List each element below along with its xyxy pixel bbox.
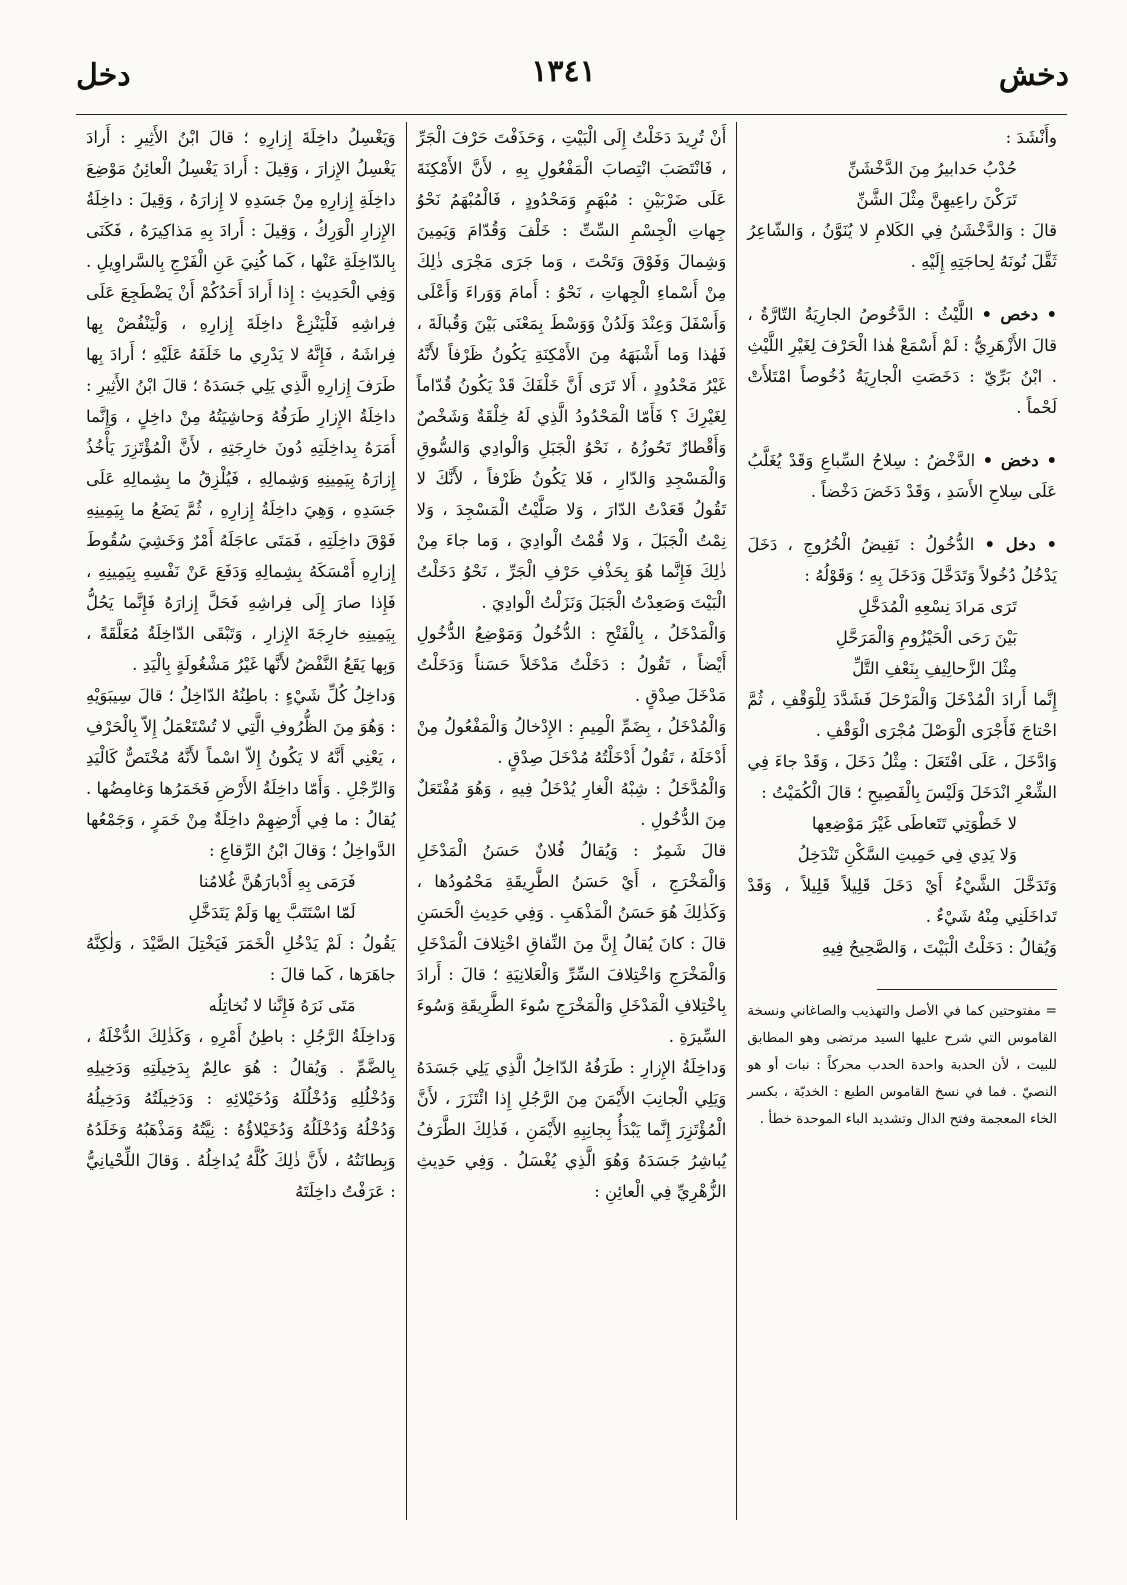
verse-line bbox=[747, 153, 1057, 184]
paragraph bbox=[747, 684, 1057, 746]
left-column bbox=[76, 122, 406, 1520]
paragraph bbox=[747, 870, 1057, 932]
entry-text: قالَ : وَالدَّخْشَنُ فِي الكَلامِ لا يُنَوَّنُ ، وَالشّاعِرُ ثَقَّلَ نُونَهُ لِحاجَتِهِ إِلَيْهِ . bbox=[747, 221, 1057, 271]
paragraph bbox=[747, 932, 1057, 963]
entry-text: فَرَمَى بِهِ أَدْبارَهُنَّ غُلامُنا bbox=[198, 872, 356, 891]
entry-spacer bbox=[747, 423, 1057, 445]
verse-line bbox=[747, 184, 1057, 215]
entry-text: وَيُقالُ : دَخَلْتُ الْبَيْتَ ، وَالصَّحِيحُ فِيهِ bbox=[821, 938, 1057, 957]
verse-line bbox=[747, 622, 1057, 653]
verse-line bbox=[747, 808, 1057, 839]
entry-text: وَتَدَخَّلَ الشَّيْءُ أَيْ دَخَلَ قَلِيلاً قَلِيلاً ، وَقَدْ تَداخَلَنِي مِنْهُ شَيْءٌ . bbox=[747, 876, 1057, 926]
footnote: = مفتوحتين كما في الأصل والتهذيب والصاغاني ونسخة القاموس التي شرح عليها السيد مرتضى وهو المطابق للبيت ، لأن الحدبة واحدة الحدب محركاً : نبات أو هو النصيّ . فما في نسخ القاموس الطبع : الخدبّة ، بكسر الخاء المعجمة وفتح الدال وتشديد الباء الموحدة خطأ . bbox=[747, 1003, 1057, 1127]
entry-text: وَداخِلَةُ الإِزارِ : طَرَفُهُ الدّاخِلُ الَّذِي يَلِي جَسَدَهُ وَيَلِي الْجانِبَ الأَيْمَنَ مِنَ الرَّجُلِ إِذا ائْتَزَرَ ، لأَنَّ الْمُؤْتَزِرَ إِنَّما يَبْدَأُ بِجانِبِهِ الأَيْمَنِ ، فَذٰلِكَ الطَّرَفُ يُباشِرُ جَسَدَهُ وَهُوَ الَّذِي يُغْسَلُ . وَفِي حَدِيثِ الزُّهْرِيِّ فِي الْعائِنِ : bbox=[416, 1058, 727, 1201]
paragraph bbox=[747, 122, 1057, 153]
entry-text: وَادَّخَلَ ، عَلَى افْتَعَلَ : مِثْلُ دَخَلَ ، وَقَدْ جاءَ فِي الشِّعْرِ انْدَخَلَ وَلَيْسَ بِالْفَصِيحِ ؛ قالَ الْكُمَيْتُ : bbox=[747, 752, 1057, 802]
entry-text: وأَنْشَدَ : bbox=[1005, 128, 1057, 147]
paragraph bbox=[86, 122, 396, 680]
paragraph bbox=[417, 122, 727, 618]
entry-headword: • دخص • bbox=[981, 305, 1058, 324]
verse-line bbox=[747, 839, 1057, 870]
entry-text: وَلا يَدِي فِي حَمِيتِ السَّكْنِ تَنْدَخِلُ bbox=[797, 845, 1017, 864]
paragraph bbox=[747, 529, 1057, 591]
paragraph bbox=[747, 299, 1057, 423]
entry-text: وَالْمَدْخَلُ ، بِالْفَتْحِ : الدُّخُولُ وَمَوْضِعُ الدُّخُولِ أَيْضاً ، تَقُولُ : دَخَلْتُ مَدْخَلاً حَسَناً وَدَخَلْتُ مَدْخَلَ صِدْقٍ . bbox=[416, 624, 727, 705]
right-column bbox=[737, 122, 1067, 1520]
entry-text: لا خَطْوَتِي تَتَعاطَى غَيْرَ مَوْضِعِها bbox=[811, 814, 1017, 833]
entry-spacer bbox=[747, 507, 1057, 529]
entry-text: حُدْبُ حَدابيرُ مِنَ الدَّخْشَنِّ bbox=[847, 159, 1017, 178]
footnote-divider bbox=[877, 989, 1057, 990]
entry-text: لَمّا اسْتَتَبَّ بِها وَلَمْ يَتَدَخَّلِ bbox=[188, 903, 356, 922]
paragraph bbox=[417, 835, 727, 1052]
paragraph bbox=[86, 1021, 396, 1207]
entry-text: تَرَكْنَ راعِيهِنَّ مِثْلَ الشَّنِّ bbox=[856, 190, 1017, 209]
middle-column bbox=[406, 122, 738, 1520]
entry-text: الدُّخُولُ : نَقِيضُ الْخُرُوجِ ، دَخَلَ يَدْخُلُ دُخُولاً وَتَدَخَّلَ وَدَخَلَ بِهِ ؛ وَقَوْلُهُ : bbox=[747, 535, 1057, 585]
verse-line bbox=[747, 591, 1057, 622]
entry-text: الدَّخْضُ : سِلاحُ السِّباعِ وَقَدْ يُغَلَّبُ عَلَى سِلاحِ الأَسَدِ ، وَقَدْ دَخَضَ دَخْضاً . bbox=[747, 451, 1057, 501]
entry-text: إِنَّما أَرادَ الْمُدْخَلَ وَالْمَرْحَلَ فَشَدَّدَ لِلْوَقْفِ ، ثُمَّ احْتاجَ فَأَجْرَى الْوَصْلَ مُجْرَى الْوَقْفِ . bbox=[747, 690, 1057, 740]
paragraph bbox=[417, 618, 727, 711]
entry-text: وَداخِلَةُ الرَّجُلِ : باطِنُ أَمْرِهِ ، وَكَذٰلِكَ الدُّخْلَةُ ، بِالضَّمِّ . وَيُقالُ : هُوَ عالِمٌ بِدَخِيلَتِهِ وَدَخِيلِهِ وَدُخْلُلِهِ وَدُخْلُلَهُ وَدُخَيْلائِهِ : وَدَخِيلَتُهُ وَدَخِيلُهُ وَدُخْلُهُ وَدُخْلَلُهُ وَدُخَيْلاؤُهُ : نِيَّتُهُ وَمَذْهَبُهُ وَخَلَدُهُ وَبِطانَتُهُ ، لأَنَّ ذٰلِكَ كُلَّهُ يُداخِلُهُ . وَقالَ اللِّحْيانِيُّ : عَرَفْتُ داخِلَتَهُ bbox=[85, 1027, 396, 1201]
entry-text: تَرَى مَرادَ نِسْعِهِ الْمُدَخَّلِ bbox=[858, 597, 1017, 616]
text-columns bbox=[76, 122, 1067, 1520]
paragraph bbox=[747, 746, 1057, 808]
header-divider bbox=[76, 114, 1067, 115]
entry-headword: • دخض • bbox=[982, 451, 1057, 470]
paragraph bbox=[747, 445, 1057, 507]
paragraph bbox=[417, 773, 727, 835]
entry-text: وَالْمُدَّخَلُ : شِبْهُ الْغارِ يُدْخَلُ فِيهِ ، وَهُوَ مُفْتَعَلٌ مِنَ الدُّخُولِ . bbox=[416, 779, 727, 829]
verse-line bbox=[86, 866, 396, 897]
verse-line bbox=[86, 990, 396, 1021]
verse-line bbox=[86, 897, 396, 928]
entry-text: اللَّيْثُ : الدَّخُوصُ الجارِيَةُ التّارَّةُ ، قالَ الأَزْهَرِيُّ : لَمْ أَسْمَعْ هٰذا الْحَرْفَ لِغَيْرِ اللَّيْثِ . ابْنُ بَرِّيّ : دَخَصَتِ الْجارِيَةُ دُخُوصاً امْتَلأَتْ لَحْماً . bbox=[747, 305, 1057, 417]
entry-text: وَيَغْسِلُ داخِلَةَ إِزارِهِ ؛ قالَ ابْنُ الأَثِيرِ : أَرادَ يَغْسِلُ الإِزارَ ، وَقِيلَ : أَرادَ يَغْسِلُ الْعائِنُ مَوْضِعَ داخِلَةِ إِزارِهِ مِنْ جَسَدِهِ لا إِزارَهُ ، وَقِيلَ : داخِلَةُ الإِزارِ الْوَرِكُ ، وَقِيلَ : أَرادَ بِهِ مَذاكِيرَهُ ، فَكَنَى بِالدّاخِلَةِ عَنْها ، كَما كُنِيَ عَنِ الْفَرْجِ بِالسَّراوِيلِ . وَفِي الْحَدِيثِ : إِذا أَرادَ أَحَدُكُمْ أَنْ يَضْطَجِعَ عَلَى فِراشِهِ فَلْيَنْزِعْ داخِلَةَ إِزارِهِ ، وَلْيَنْفُضْ بِها فِراشَهُ ، فَإِنَّهُ لا يَدْرِي ما خَلَفَهُ عَلَيْهِ ؛ أَرادَ بِها طَرَفَ إِزارِهِ الَّذِي يَلِي جَسَدَهُ ؛ قالَ ابْنُ الأَثِيرِ : داخِلَةُ الإِزارِ طَرَفُهُ وَحاشِيَتُهُ مِنْ داخِلٍ ، وَإِنَّما أَمَرَهُ بِداخِلَتِهِ دُونَ خارِجَتِهِ ، لأَنَّ الْمُؤْتَزِرَ يَأْخُذُ إِزارَهُ بِيَمِينِهِ وَشِمالِهِ ، فَيُلْزِقُ ما بِشِمالِهِ عَلَى جَسَدِهِ ، وَهِيَ داخِلَةُ إِزارِهِ ، ثُمَّ يَضَعُ ما بِيَمِينِهِ فَوْقَ داخِلَتِهِ ، فَمَتَى عاجَلَهُ أَمْرٌ وَخَشِيَ سُقُوطَ إِزارِهِ أَمْسَكَهُ بِشِمالِهِ وَدَفَعَ عَنْ نَفْسِهِ بِيَمِينِهِ ، فَإِذا صارَ إِلَى فِراشِهِ فَحَلَّ إِزارَهُ فَإِنَّما يَحُلُّ بِيَمِينِهِ خارِجَةَ الإِزارِ ، وَتَبْقَى الدّاخِلَةُ مُعَلَّقَةً ، وَبِها يَقَعُ النَّفْضُ لأَنَّها غَيْرُ مَشْغُولَةٍ بِالْيَدِ . bbox=[85, 128, 396, 674]
entry-text: قالَ شَمِرٌ : وَيُقالُ فُلانٌ حَسَنُ الْمَدْخَلِ وَالْمَخْرَجِ ، أَيْ حَسَنُ الطَّرِيقَةِ مَحْمُودُها ، وَكَذٰلِكَ هُوَ حَسَنُ الْمَذْهَبِ . وَفِي حَدِيثِ الْحَسَنِ قالَ : كانَ يُقالُ إِنَّ مِنَ النِّفاقِ اخْتِلافَ الْمَدْخَلِ وَالْمَخْرَجِ وَاخْتِلافَ السِّرِّ وَالْعَلانِيَةِ ؛ قالَ : أَرادَ بِاخْتِلافِ الْمَدْخَلِ وَالْمَخْرَجِ سُوءَ الطَّرِيقَةِ وَسُوءَ السِّيرَةِ . bbox=[416, 841, 727, 1046]
entry-text: مَتَى نَرَهُ فَإِنَّنا لا نُخاتِلُه bbox=[208, 996, 356, 1015]
entry-text: وَالْمُدْخَلُ ، بِضَمِّ الْمِيمِ : الإِدْخالُ وَالْمَفْعُولُ مِنْ أَدْخَلَهُ ، تَقُولُ أَدْخَلْتُهُ مُدْخَلَ صِدْقٍ . bbox=[416, 717, 727, 767]
entry-text: وَداخِلُ كُلِّ شَيْءٍ : باطِنُهُ الدّاخِلُ ؛ قالَ سِيبَوَيْهِ : وَهُوَ مِنَ الظُّرُوفِ الَّتِي لا تُسْتَعْمَلُ إِلاّ بِالْحَرْفِ ، يَعْنِي أَنَّهُ لا يَكُونُ إِلاّ اسْماً لأَنَّهُ مُخْتَصٌّ كَالْيَدِ وَالرِّجْلِ . وَأَمّا داخِلَةُ الأَرْضِ فَخَمَرُها وَغامِضُها . يُقالُ : ما فِي أَرْضِهِمْ داخِلَةٌ مِنْ خَمَرٍ ، وَجَمْعُها الدَّواخِلُ ؛ وَقالَ ابْنُ الرِّقاعِ : bbox=[85, 686, 396, 860]
paragraph bbox=[86, 680, 396, 866]
entry-spacer bbox=[747, 277, 1057, 299]
page-header bbox=[40, 40, 1087, 110]
dictionary-page bbox=[40, 40, 1087, 1540]
entry-headword: • دخل • bbox=[984, 535, 1057, 554]
header-left-word: دخل bbox=[76, 58, 131, 93]
paragraph bbox=[417, 1052, 727, 1207]
page-number: ١٣٤١ bbox=[531, 54, 596, 89]
entry-text: مِثْلَ الزَّحالِيفِ بِنَعْفِ التَّلِّ bbox=[852, 659, 1017, 678]
header-right-word: دخش bbox=[998, 58, 1069, 93]
entry-text: يَقُولُ : لَمْ يَدْخُلِ الْخَمَرَ فَيَخْتِلَ الصَّيْدَ ، وَلٰكِنَّهُ جاهَرَها ، كَما قالَ : bbox=[85, 934, 396, 984]
entry-text: أَنْ تُرِيدَ دَخَلْتُ إِلَى الْبَيْتِ ، وَحَذَفْتَ حَرْفَ الْجَرِّ ، فَانْتَصَبَ انْتِصابَ الْمَفْعُولِ بِهِ ، لأَنَّ الأَمْكِنَةَ عَلَى ضَرْبَيْنِ : مُبْهَمٍ وَمَحْدُودٍ ، فَالْمُبْهَمُ نَحْوُ جِهاتِ الْجِسْمِ السِّتِّ : خَلْفَ وَقُدّامَ وَيَمِينَ وَشِمالَ وَفَوْقَ وَتَحْتَ ، وَما جَرَى مَجْرَى ذٰلِكَ مِنْ أَسْماءِ الْجِهاتِ ، نَحْوُ : أَمامَ وَوَراءَ وَأَعْلَى وَأَسْفَلَ وَعِنْدَ وَلَدُنْ وَوَسْطَ بِمَعْنَى بَيْنَ وَقُبالَةَ ، فَهٰذا وَما أَشْبَهَهُ مِنَ الأَمْكِنَةِ يَكُونُ ظَرْفاً لأَنَّهُ غَيْرُ مَحْدُودٍ ، أَلا تَرَى أَنَّ خَلْفَكَ قَدْ يَكُونُ قُدّاماً لِغَيْرِكَ ؟ فَأَمّا الْمَحْدُودُ الَّذِي لَهُ خِلْقَةٌ وَشَخْصٌ وَأَقْطارٌ تَحُوزُهُ ، نَحْوُ الْجَبَلِ وَالْوادِي وَالسُّوقِ وَالْمَسْجِدِ وَالدّارِ ، فَلا يَكُونُ ظَرْفاً ، لأَنَّكَ لا تَقُولُ قَعَدْتُ الدّارَ ، وَلا صَلَّيْتُ الْمَسْجِدَ ، وَلا نِمْتُ الْجَبَلَ ، وَلا قُمْتُ الْوادِيَ ، وَما جاءَ مِنْ ذٰلِكَ فَإِنَّما هُوَ بِحَذْفِ حَرْفِ الْجَرِّ ، نَحْوُ دَخَلْتُ الْبَيْتَ وَصَعِدْتُ الْجَبَلَ وَنَزَلْتُ الْوادِيَ . bbox=[416, 128, 727, 612]
paragraph bbox=[86, 928, 396, 990]
paragraph bbox=[747, 215, 1057, 277]
verse-line bbox=[747, 653, 1057, 684]
paragraph bbox=[417, 711, 727, 773]
entry-text: بَيْنَ رَحَى الْحَيْزُومِ وَالْمَرَحَّلِ bbox=[835, 628, 1017, 647]
